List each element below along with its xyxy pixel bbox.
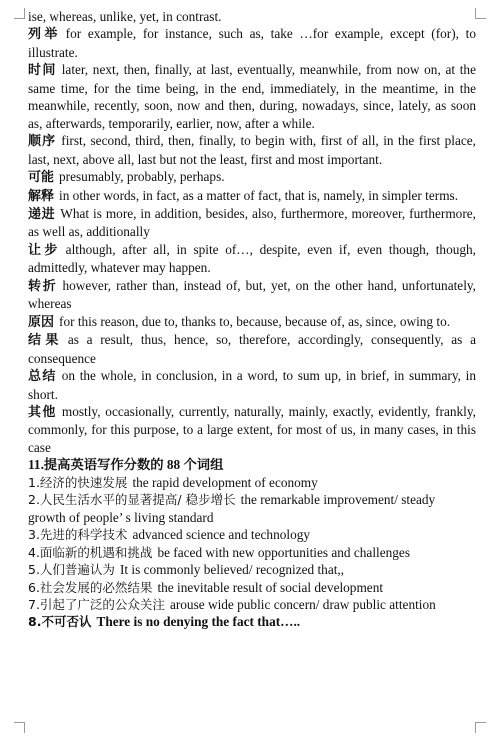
category-label: 递进 <box>28 206 56 222</box>
entry-time <box>28 61 476 132</box>
phrase-chinese: 2.人民生活水平的显著提高/ 稳步增长 <box>28 492 236 508</box>
phrase-english: advanced science and technology <box>132 527 311 543</box>
entry-text: What is more, in addition, besides, also, furthermore, moreover, furthermore, as well as, additionally <box>28 205 476 240</box>
phrase-english: the rapid development of economy <box>132 474 318 490</box>
document-body <box>28 8 476 631</box>
phrase-item <box>28 613 476 630</box>
phrase-chinese: 7.引起了广泛的公众关注 <box>28 596 165 612</box>
entry-text: for example, for instance, such as, take …for example, except (for), to illustrate. <box>28 26 476 60</box>
phrase-english: There is no denying the fact that….. <box>96 614 301 630</box>
entry-possibility <box>28 168 476 186</box>
entry-text: as a result, thus, hence, so, therefore, accordingly, consequently, as a consequence <box>28 332 476 366</box>
phrase-english: arouse wide public concern/ draw public attention <box>169 596 436 612</box>
phrase-item <box>28 526 476 543</box>
crop-mark-top-left <box>14 8 25 19</box>
phrase-item <box>28 596 476 613</box>
phrase-chinese: 4.面临新的机遇和挑战 <box>28 544 153 560</box>
phrase-english: the inevitable result of social development <box>157 579 384 595</box>
entry-contrast <box>28 277 476 313</box>
category-label: 解释 <box>28 188 55 204</box>
phrase-chinese: 8.不可否认 <box>28 614 92 630</box>
category-label: 其他 <box>28 404 57 420</box>
entry-summary <box>28 367 476 403</box>
crop-mark-bottom-right <box>475 722 486 733</box>
entry-other <box>28 403 476 456</box>
phrase-chinese: 3.先进的科学技术 <box>28 527 128 543</box>
lead-line: ise, whereas, unlike, yet, in contrast. <box>28 9 222 24</box>
category-label: 可能 <box>28 170 55 186</box>
crop-mark-top-right <box>475 8 486 19</box>
entry-enumeration <box>28 25 476 61</box>
entry-text: for this reason, due to, thanks to, because, because of, as, since, owing to. <box>59 313 451 329</box>
phrase-chinese: 1.经济的快速发展 <box>28 474 128 490</box>
phrase-chinese: 5.人们普遍认为 <box>28 562 115 578</box>
section-heading: 11.提高英语写作分数的 88 个词组 <box>28 457 224 473</box>
phrase-item <box>28 544 476 561</box>
phrase-item <box>28 491 476 526</box>
phrase-item <box>28 561 476 578</box>
phrase-item <box>28 474 476 491</box>
entry-text: although, after all, in spite of…, despite, even if, even though, though, admittedly, whatever may happen. <box>28 241 476 276</box>
category-label: 列举 <box>28 27 61 43</box>
category-label: 顺序 <box>28 134 57 150</box>
category-label: 转折 <box>28 278 58 294</box>
entry-result <box>28 331 476 367</box>
entry-concession <box>28 241 476 277</box>
phrase-english: It is commonly believed/ recognized that,, <box>119 562 345 578</box>
category-label: 结果 <box>28 333 63 349</box>
category-label: 时间 <box>28 63 57 79</box>
category-label: 总结 <box>28 369 57 385</box>
entry-cause <box>28 313 476 331</box>
entry-text: in other words, in fact, as a matter of fact, that is, namely, in simpler terms. <box>59 187 459 203</box>
phrase-english: the remarkable improvement/ steady growth of people’ s living standard <box>28 492 436 525</box>
entry-text: later, next, then, finally, at last, eventually, meanwhile, from now on, at the same time, for the time being, in the end, immediately, in the meantime, in the meanwhile, recently, soon, now and then, during, nowadays, since, lately, as soon as, afterwards, temporarily, earlier, now, after a while. <box>28 62 476 131</box>
entry-text: presumably, probably, perhaps. <box>59 169 225 185</box>
category-label: 让步 <box>28 242 61 258</box>
entry-sequence <box>28 132 476 168</box>
entry-text: first, second, third, then, finally, to begin with, first of all, in the first place, last, next, above all, last but not the least, first and most important. <box>28 133 476 167</box>
entry-text: however, rather than, instead of, but, yet, on the other hand, unfortunately, whereas <box>28 277 476 312</box>
entry-explanation <box>28 187 476 205</box>
crop-mark-bottom-left <box>14 722 25 733</box>
entry-text: mostly, occasionally, currently, naturally, mainly, exactly, evidently, frankly, commonly, for this purpose, to a large extent, for most of us, in many cases, in this case <box>28 403 476 455</box>
phrase-chinese: 6.社会发展的必然结果 <box>28 579 153 595</box>
category-label: 原因 <box>28 314 55 330</box>
phrase-english: be faced with new opportunities and challenges <box>157 544 410 560</box>
entry-progression <box>28 205 476 241</box>
entry-text: on the whole, in conclusion, in a word, to sum up, in brief, in summary, in short. <box>28 368 476 402</box>
phrase-item <box>28 579 476 596</box>
